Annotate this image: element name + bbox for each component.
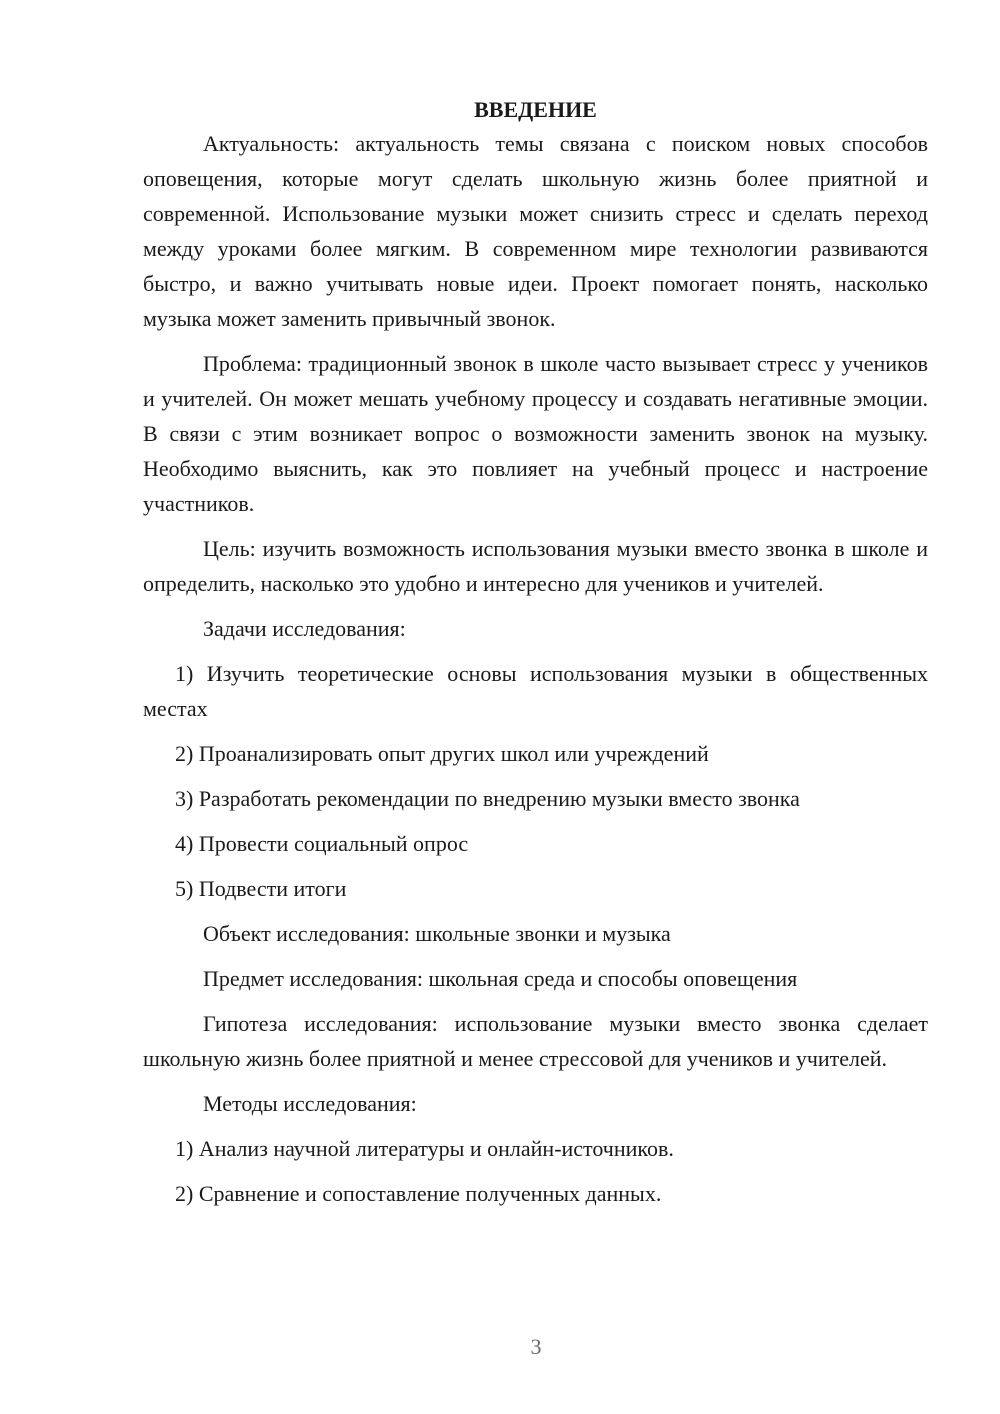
document-page (143, 93, 928, 1221)
paragraph-problem: Проблема: традиционный звонок в школе часто вызывает стресс у учеников и учителей. Он может мешать учебному процессу и создавать негативные эмоции. В связи с этим возникает вопрос о возможности заменить звонок на музыку. Необходимо выяснить, как это повлияет на учебный процесс и настроение участников. (143, 351, 928, 516)
paragraph-hypothesis: Гипотеза исследования: использование музыки вместо звонка сделает школьную жизнь более приятной и менее стрессовой для учеников и учителей. (143, 1011, 928, 1071)
paragraph-relevance: Актуальность: актуальность темы связана с поиском новых способов оповещения, которые могут сделать школьную жизнь более приятной и современной. Использование музыки может снизить стресс и сделать переход между уроками более мягким. В современном мире технологии развиваются быстро, и важно учитывать новые идеи. Проект помогает понять, насколько музыка может заменить привычный звонок. (143, 131, 928, 331)
method-item-1: 1) Анализ научной литературы и онлайн-источников. (175, 1136, 674, 1161)
method-item-2: 2) Сравнение и сопоставление полученных данных. (175, 1181, 662, 1206)
task-item-5: 5) Подвести итоги (175, 876, 347, 901)
task-item-3: 3) Разработать рекомендации по внедрению музыки вместо звонка (175, 786, 800, 811)
section-title: ВВЕДЕНИЕ (474, 97, 597, 122)
paragraph-subject: Предмет исследования: школьная среда и способы оповещения (203, 966, 798, 991)
task-item-1: 1) Изучить теоретические основы использования музыки в общественных местах (143, 661, 928, 721)
page-number: 3 (530, 1334, 542, 1359)
paragraph-goal: Цель: изучить возможность использования музыки вместо звонка в школе и определить, насколько это удобно и интересно для учеников и учителей. (143, 536, 928, 596)
paragraph-object: Объект исследования: школьные звонки и музыка (203, 921, 671, 946)
task-item-2: 2) Проанализировать опыт других школ или учреждений (175, 741, 709, 766)
methods-heading: Методы исследования: (203, 1091, 417, 1116)
task-item-4: 4) Провести социальный опрос (175, 831, 469, 856)
tasks-heading: Задачи исследования: (203, 616, 406, 641)
